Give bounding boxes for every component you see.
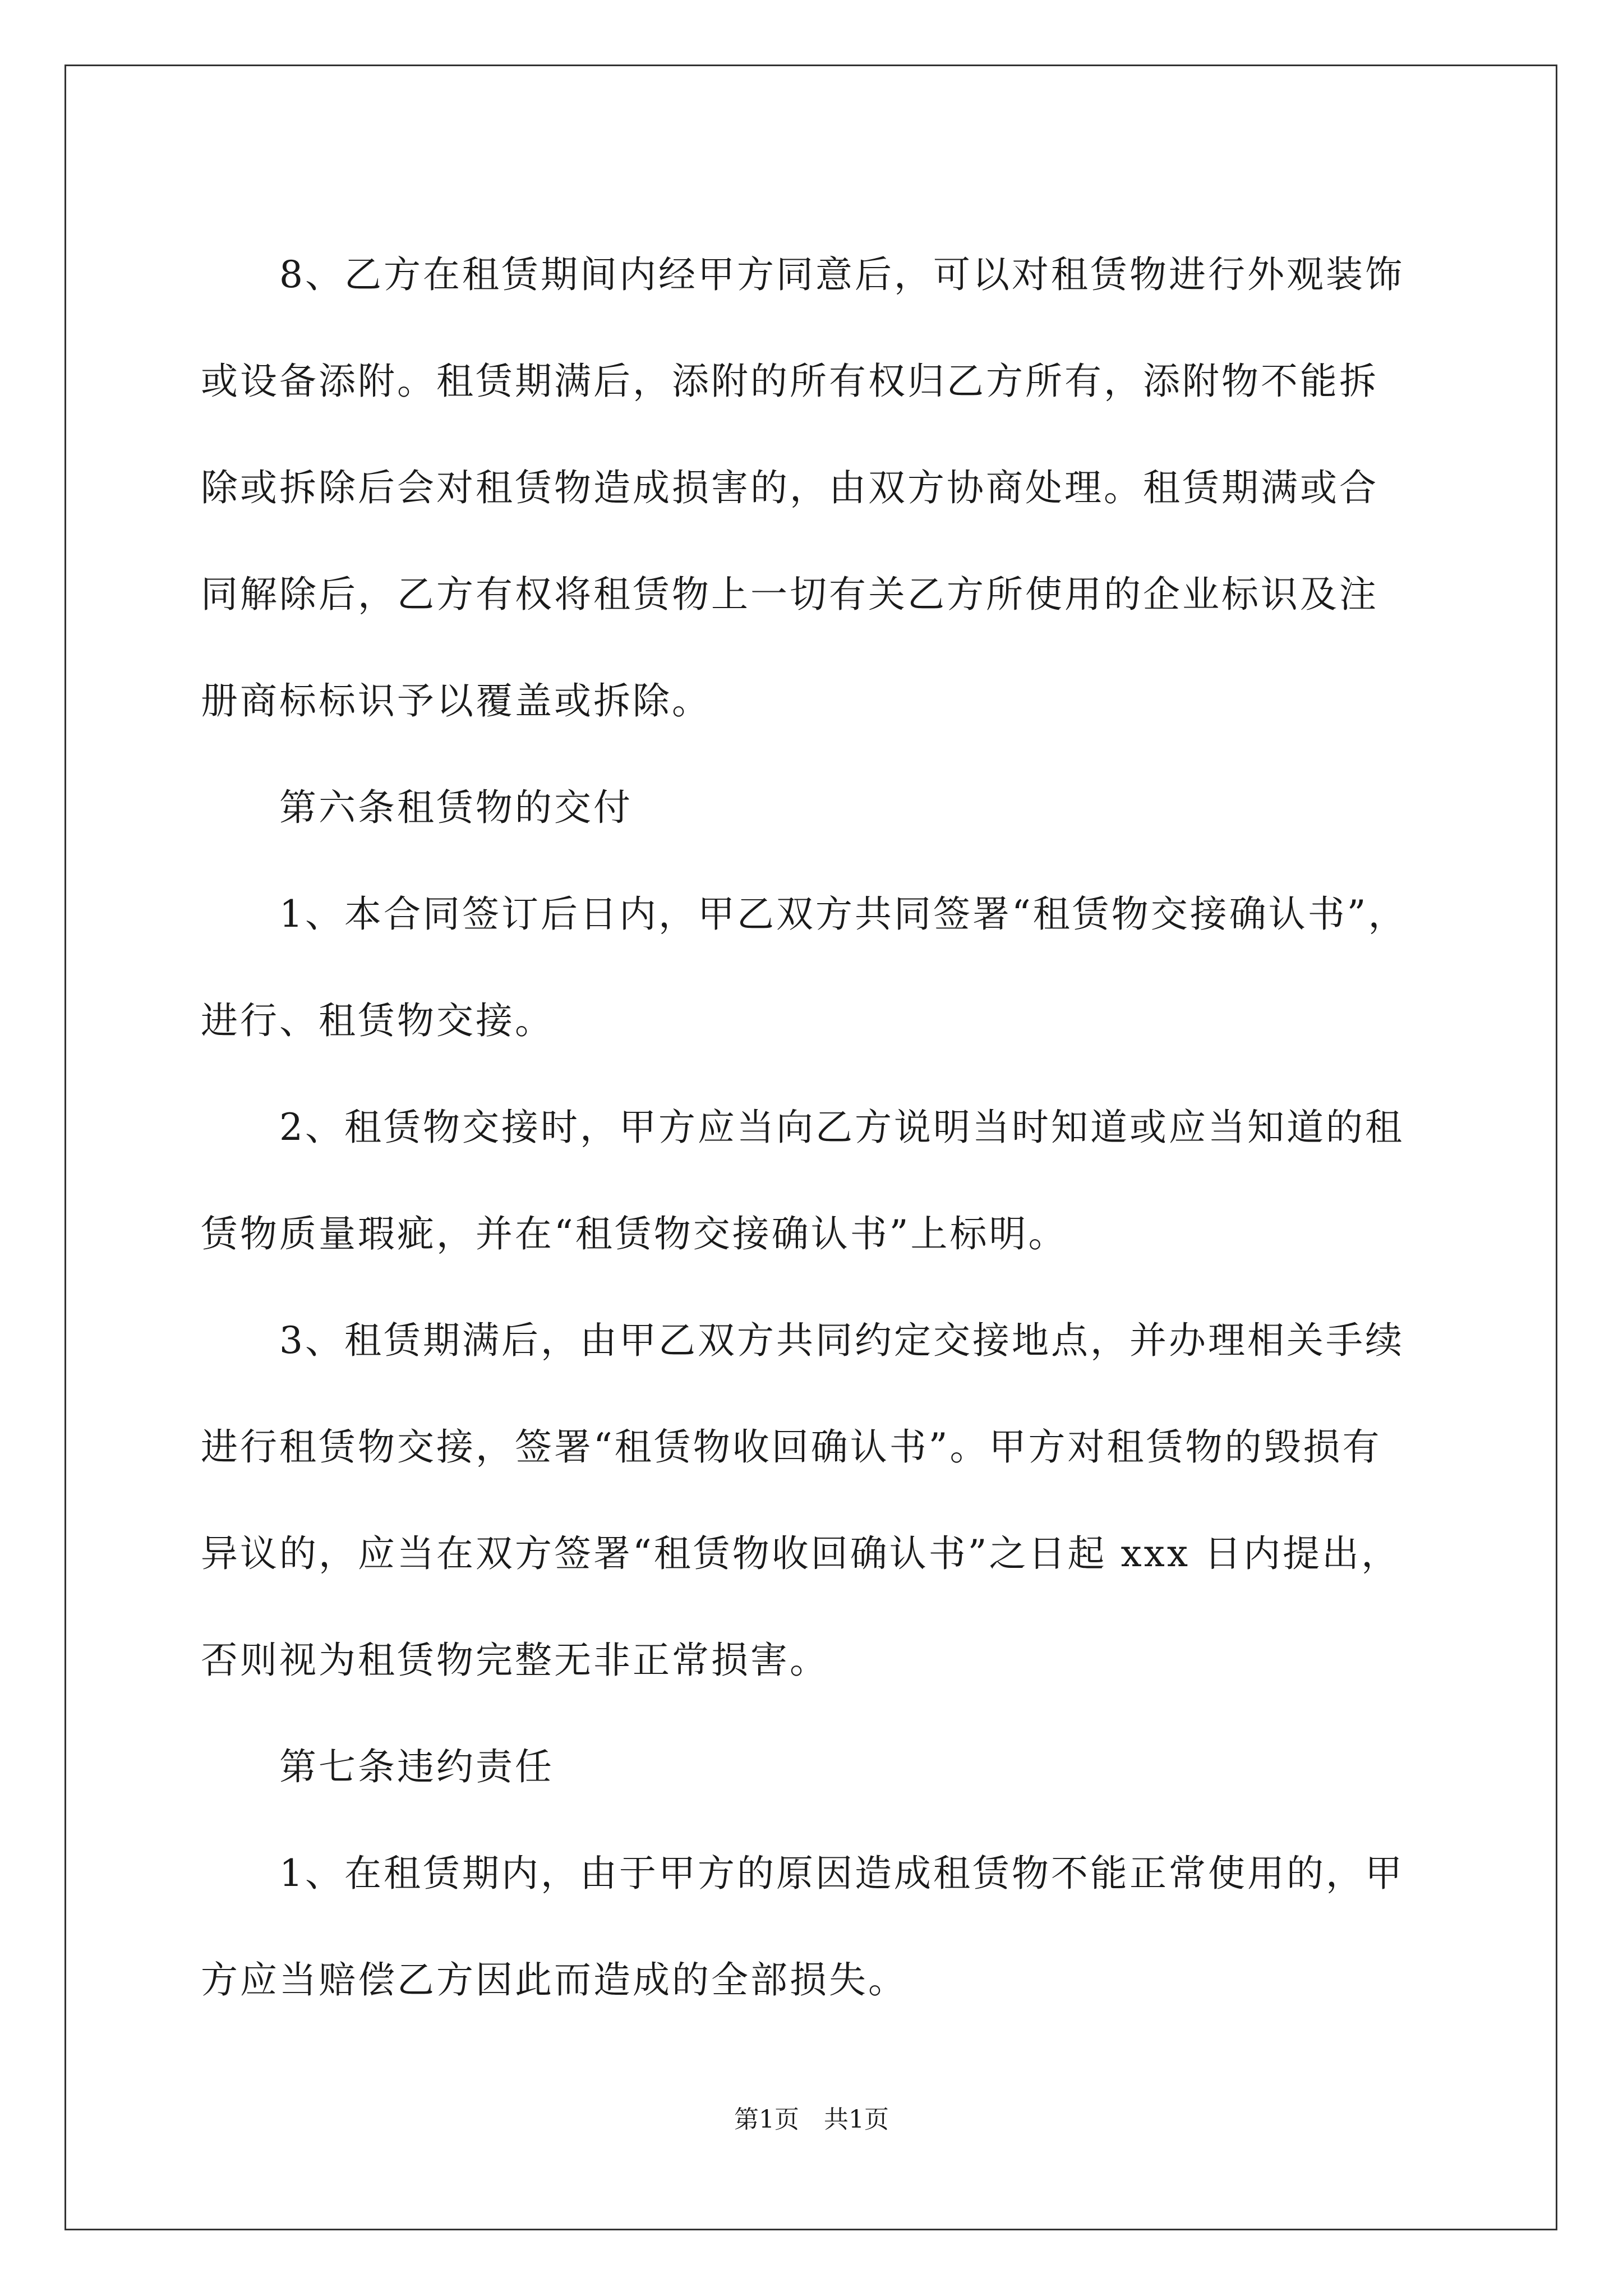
document-body (201, 222, 1446, 2033)
paragraph-breach-item-1 (201, 1820, 1446, 2033)
paragraph-item-1 (201, 861, 1446, 1074)
text-line: 方应当赔偿乙方因此而造成的全部损失。 (201, 1958, 907, 2001)
paragraph-item-2 (201, 1074, 1446, 1287)
text-line: 1、在租赁期内，由于甲方的原因造成租赁物不能正常使用的，甲 (279, 1852, 1404, 1895)
section-heading-article-6 (201, 754, 1446, 861)
page-total: 共1页 (824, 2105, 889, 2134)
heading-text: 第七条违约责任 (279, 1745, 554, 1788)
page-footer (0, 2099, 1623, 2135)
text-line: 2、租赁物交接时，甲方应当向乙方说明当时知道或应当知道的租 (279, 1106, 1404, 1149)
text-line: 赁物质量瑕疵，并在“租赁物交接确认书”上标明。 (201, 1212, 1068, 1255)
paragraph-item-3 (201, 1287, 1446, 1714)
text-line: 1、本合同签订后日内，甲乙双方共同签署“租赁物交接确认书”， (279, 892, 1408, 936)
text-line: 进行租赁物交接，签署“租赁物收回确认书”。甲方对租赁物的毁损有 (201, 1425, 1382, 1469)
text-line: 进行、租赁物交接。 (201, 999, 554, 1042)
paragraph-item-8 (201, 222, 1446, 754)
text-line: 8、乙方在租赁期间内经甲方同意后，可以对租赁物进行外观装饰 (279, 253, 1404, 296)
page-number: 第1页 (734, 2105, 799, 2134)
text-line: 异议的，应当在双方签署“租赁物收回确认书”之日起 xxx 日内提出， (201, 1532, 1401, 1575)
text-line: 3、租赁期满后，由甲乙双方共同约定交接地点，并办理相关手续 (279, 1319, 1404, 1362)
text-line: 或设备添附。租赁期满后，添附的所有权归乙方所有，添附物不能拆 (201, 360, 1378, 403)
section-heading-article-7 (201, 1714, 1446, 1820)
text-line: 册商标标识予以覆盖或拆除。 (201, 679, 711, 723)
heading-text: 第六条租赁物的交付 (279, 786, 633, 829)
text-line: 否则视为租赁物完整无非正常损害。 (201, 1639, 829, 1682)
text-line: 同解除后，乙方有权将租赁物上一切有关乙方所使用的企业标识及注 (201, 573, 1378, 616)
text-line: 除或拆除后会对租赁物造成损害的，由双方协商处理。租赁期满或合 (201, 466, 1378, 509)
